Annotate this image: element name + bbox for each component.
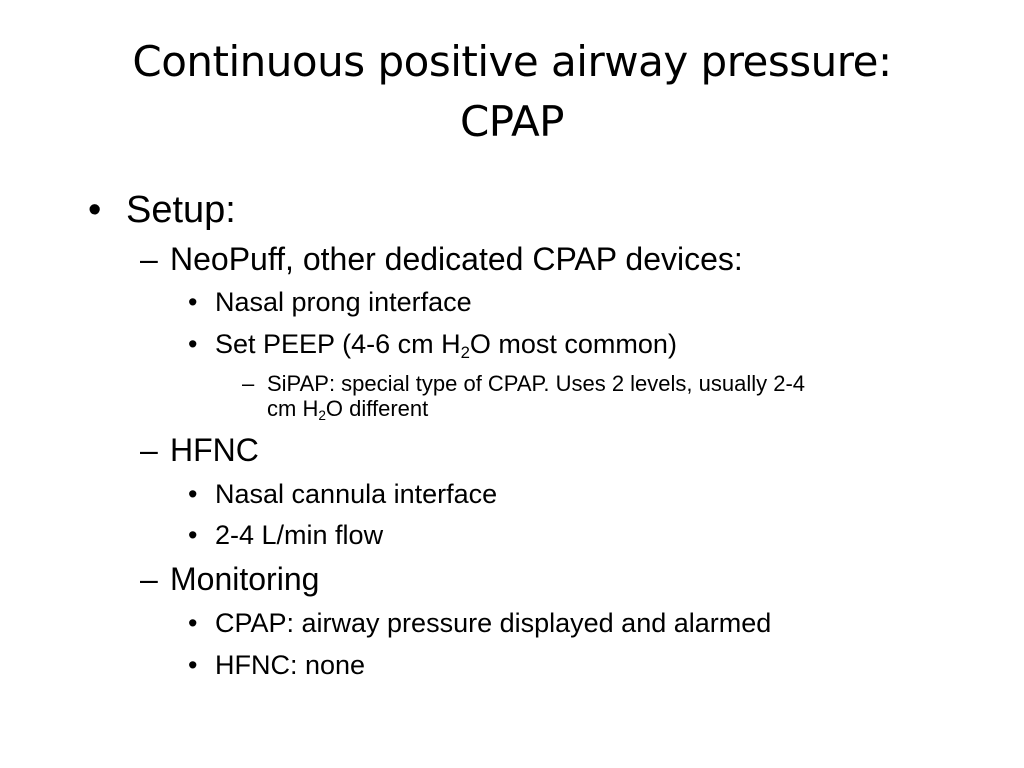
bullet-marker: •: [88, 189, 102, 231]
bullet-marker: •: [188, 479, 198, 509]
bullet-hfnc-monitor: HFNC: none: [215, 650, 366, 680]
peep-text-pre: Set PEEP (4-6 cm H: [215, 329, 461, 359]
bullet-marker: •: [188, 608, 198, 638]
peep-text-post: O most common): [469, 329, 677, 359]
dash-marker: –: [242, 371, 255, 396]
peep-subscript: 2: [460, 342, 470, 362]
bullet-marker: •: [188, 650, 198, 680]
dash-marker: –: [140, 241, 158, 277]
bullet-marker: •: [188, 287, 198, 317]
bullet-nasal-prong: Nasal prong interface: [215, 287, 472, 317]
bullet-monitoring: Monitoring: [170, 561, 320, 597]
sipap-line-2-pre: cm H: [267, 396, 319, 421]
slide-title: [60, 32, 964, 152]
sipap-line-1: SiPAP: special type of CPAP. Uses 2 levels, usually 2-4: [267, 371, 806, 396]
bullet-sipap: [267, 371, 987, 421]
dash-marker: –: [140, 561, 158, 597]
slide-title-line-2: CPAP: [459, 97, 565, 146]
bullet-setup: Setup:: [126, 189, 236, 231]
dash-marker: –: [140, 432, 158, 468]
bullet-neopuff: NeoPuff, other dedicated CPAP devices:: [170, 241, 743, 277]
bullet-cpap-monitor: CPAP: airway pressure displayed and alarmed: [215, 608, 772, 638]
bullet-marker: •: [188, 520, 198, 550]
bullet-marker: •: [188, 329, 198, 359]
bullet-flow: 2-4 L/min flow: [215, 520, 384, 550]
sipap-subscript: 2: [318, 407, 326, 423]
bullet-set-peep: [215, 328, 677, 360]
slide-title-line-1: Continuous positive airway pressure:: [132, 37, 892, 86]
sipap-line-2-post: O different: [325, 396, 429, 421]
bullet-nasal-cannula: Nasal cannula interface: [215, 479, 498, 509]
bullet-hfnc: HFNC: [170, 432, 259, 468]
